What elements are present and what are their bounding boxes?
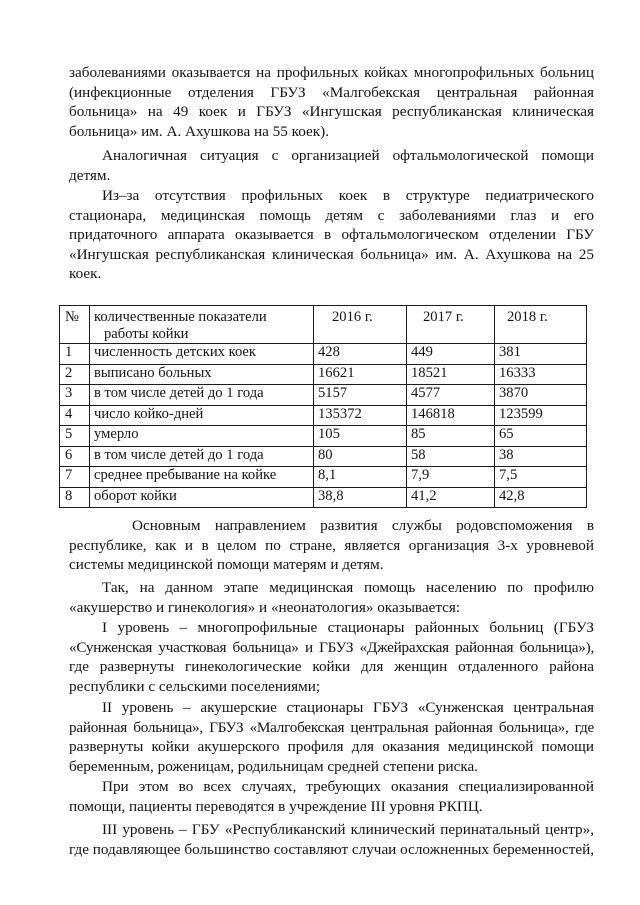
header-indicator-line: работы койки <box>104 326 189 342</box>
row-value: 18521 <box>407 364 495 385</box>
row-value: 381 <box>495 344 587 365</box>
row-label: умерло <box>90 426 314 447</box>
row-value: 428 <box>314 344 407 365</box>
row-value: 4577 <box>407 385 495 406</box>
table-row <box>60 467 587 488</box>
ophthalmology-paragraph <box>69 146 594 185</box>
row-number: 2 <box>60 364 90 385</box>
text-line: Аналогичная ситуация с организацией офтальмологической помощи <box>102 147 594 164</box>
row-value: 38 <box>495 446 587 467</box>
row-value: 58 <box>407 446 495 467</box>
text-line: где развернуты гинекологические койки для женщин отдаленного района <box>69 658 594 675</box>
text-line: республике, как и в целом по стране, является организация 3-х уровневой <box>69 536 594 554</box>
text-line: I уровень – многопрофильные стационары районных больниц (ГБУЗ <box>102 619 594 636</box>
pediatric-paragraph <box>69 186 594 284</box>
row-value: 7,5 <box>495 467 587 488</box>
text-line: больница» им. А. Ахушкова на 55 коек). <box>69 122 330 140</box>
row-value: 16621 <box>314 364 407 385</box>
row-value: 85 <box>407 426 495 447</box>
row-value: 80 <box>314 446 407 467</box>
obstetric-direction-paragraph <box>69 516 594 575</box>
header-year: 2017 г. <box>407 306 495 344</box>
header-number: № <box>60 306 90 344</box>
transfer-paragraph <box>69 777 594 816</box>
text-line: Из–за отсутствия профильных коек в структуре педиатрического <box>102 187 594 204</box>
text-line: III уровень – ГБУ «Республиканский клинический перинатальный центр», <box>102 821 594 838</box>
text-line: детям. <box>69 166 111 184</box>
text-line: Основным направлением развития службы родовспоможения в <box>132 517 594 534</box>
text-line: При этом во всех случаях, требующих оказания специализированной <box>102 778 594 795</box>
row-value: 3870 <box>495 385 587 406</box>
row-value: 8,1 <box>314 467 407 488</box>
level2-paragraph <box>69 698 594 776</box>
level3-paragraph <box>69 820 594 859</box>
row-label: в том числе детей до 1 года <box>90 446 314 467</box>
row-label: численность детских коек <box>90 344 314 365</box>
intro-paragraph <box>69 63 594 141</box>
row-number: 7 <box>60 467 90 488</box>
text-line: «акушерство и гинекология» и «неонатология» оказывается: <box>69 598 461 616</box>
row-value: 65 <box>495 426 587 447</box>
table-row <box>60 344 587 365</box>
row-number: 6 <box>60 446 90 467</box>
table-row <box>60 426 587 447</box>
row-value: 135372 <box>314 405 407 426</box>
header-year: 2018 г. <box>495 306 587 344</box>
table-row <box>60 446 587 467</box>
row-value: 123599 <box>495 405 587 426</box>
row-number: 3 <box>60 385 90 406</box>
row-value: 5157 <box>314 385 407 406</box>
profile-paragraph <box>69 578 594 617</box>
row-number: 4 <box>60 405 90 426</box>
table-row <box>60 487 587 508</box>
row-value: 449 <box>407 344 495 365</box>
text-line: стационара, медицинская помощь детям с заболеваниями глаз и его <box>69 206 594 224</box>
row-number: 8 <box>60 487 90 508</box>
text-line: беременным, роженицам, родильницам средней степени риска. <box>69 757 479 775</box>
text-line: заболеваниями оказывается на профильных койках многопрофильных больниц <box>69 64 594 81</box>
row-label: среднее пребывание на койке <box>90 467 314 488</box>
table-row <box>60 385 587 406</box>
row-number: 1 <box>60 344 90 365</box>
table-row <box>60 364 587 385</box>
row-value: 105 <box>314 426 407 447</box>
bed-statistics-table <box>59 305 587 508</box>
row-label: выписано больных <box>90 364 314 385</box>
header-year: 2016 г. <box>314 306 407 344</box>
header-indicator <box>90 306 314 344</box>
row-value: 146818 <box>407 405 495 426</box>
text-line: больница» на 49 коек и ГБУЗ «Ингушская республиканская клиническая <box>69 103 594 120</box>
row-value: 42,8 <box>495 487 587 508</box>
text-line: придаточного аппарата оказывается в офтальмологическом отделении ГБУ <box>69 226 594 243</box>
row-label: оборот койки <box>90 487 314 508</box>
text-line: Так, на данном этапе медицинская помощь населению по профилю <box>102 579 594 596</box>
row-value: 7,9 <box>407 467 495 488</box>
text-line: развернуты койки акушерского профиля для оказания медицинской помощи <box>69 738 594 755</box>
row-label: число койко-дней <box>90 405 314 426</box>
row-value: 38,8 <box>314 487 407 508</box>
text-line: «Ингушская республиканская клиническая больница» им. А. Ахушкова на 25 <box>69 245 594 263</box>
text-line: где подавляющее большинство составляют случаи осложненных беременностей, <box>69 840 595 858</box>
row-label: в том числе детей до 1 года <box>90 385 314 406</box>
header-indicator-line: количественные показатели <box>94 309 267 325</box>
text-line: II уровень – акушерские стационары ГБУЗ «Сунженская центральная <box>102 699 594 716</box>
text-line: «Сунженская участковая больница» и ГБУЗ «Джейрахская районная больница»), <box>69 638 594 656</box>
text-line: коек. <box>69 265 102 282</box>
text-line: районная больница», ГБУЗ «Малгобекская центральная районная больница», где <box>69 718 594 736</box>
table-row <box>60 405 587 426</box>
row-value: 16333 <box>495 364 587 385</box>
row-value: 41,2 <box>407 487 495 508</box>
text-line: помощи, пациенты переводятся в учреждение III уровня РКПЦ. <box>69 797 483 815</box>
level1-paragraph <box>69 618 594 696</box>
table-header-row <box>60 306 587 344</box>
text-line: республики с сельскими поселениями; <box>69 677 321 695</box>
text-line: системы медицинской помощи матерям и детям. <box>69 556 384 573</box>
row-number: 5 <box>60 426 90 447</box>
text-line: (инфекционные отделения ГБУЗ «Малгобекская центральная районная <box>69 83 594 101</box>
